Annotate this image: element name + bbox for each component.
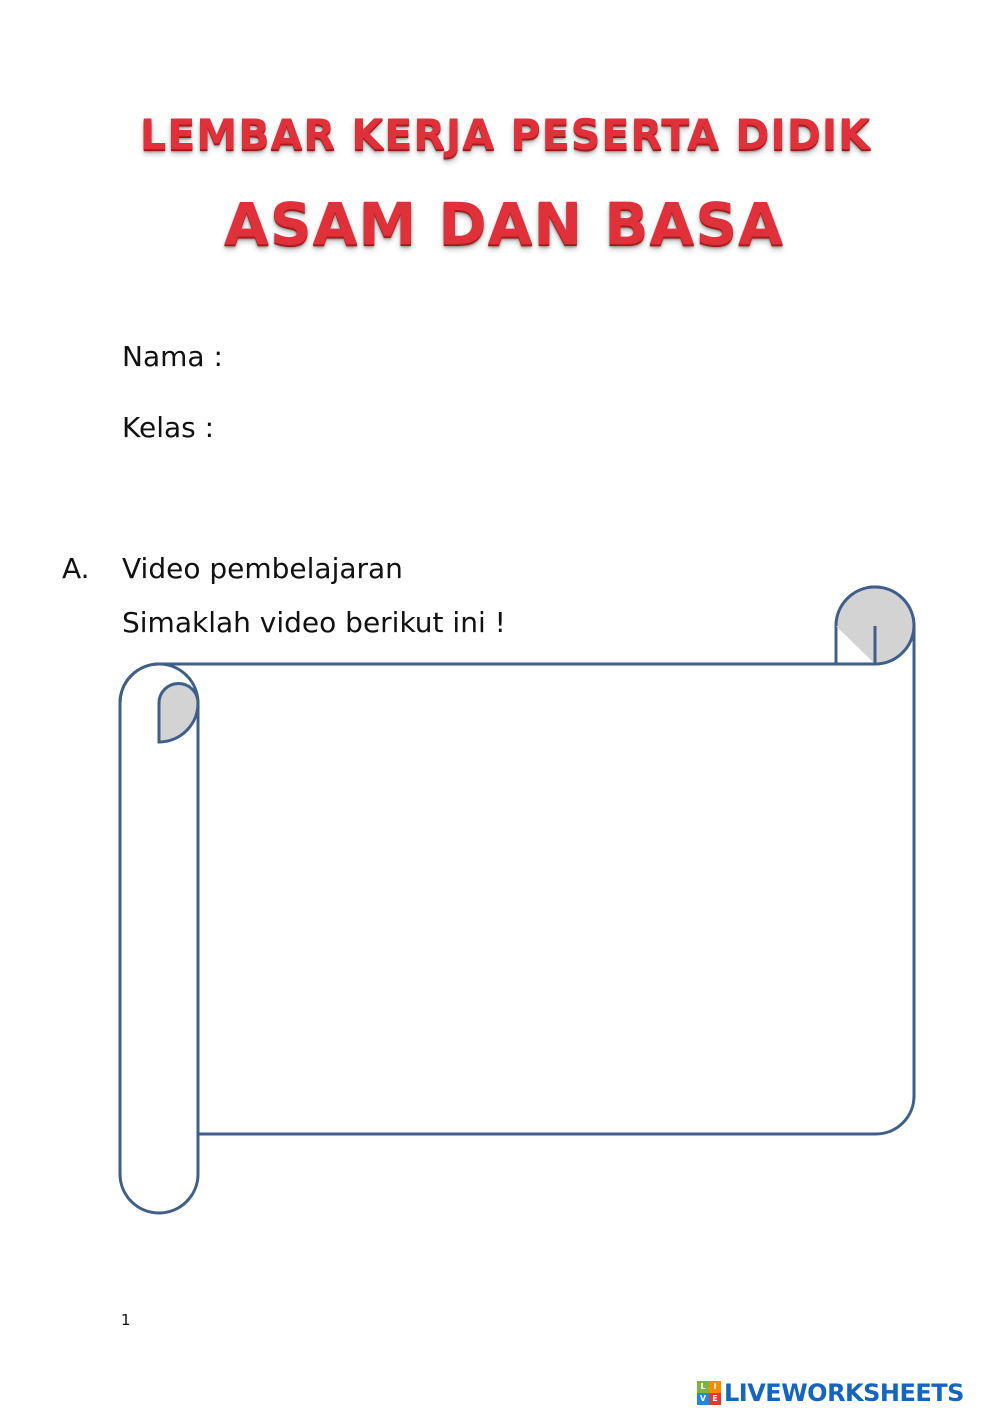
scroll-sheet: [159, 621, 914, 1134]
scroll-right-curl: [856, 607, 894, 664]
section-a-instruction: Simaklah video berikut ini !: [122, 606, 506, 639]
liveworksheets-brand[interactable]: [697, 1378, 964, 1408]
scroll-left-roll: [120, 664, 198, 1213]
scroll-left-curl: [159, 684, 198, 743]
name-field-label: Nama :: [122, 340, 223, 373]
worksheet-subtitle: ASAM DAN BASA: [224, 190, 784, 258]
section-a-marker: A.: [62, 552, 90, 585]
section-a-title: Video pembelajaran: [122, 552, 403, 585]
class-field-label: Kelas :: [122, 411, 215, 444]
brand-name: LIVEWORKSHEETS: [724, 1379, 964, 1407]
scroll-right-roll: [836, 587, 914, 664]
page-number: 1: [121, 1311, 131, 1329]
liveworksheets-logo-icon: L I V E: [697, 1381, 721, 1405]
worksheet-title: LEMBAR KERJA PESERTA DIDIK: [140, 110, 872, 159]
